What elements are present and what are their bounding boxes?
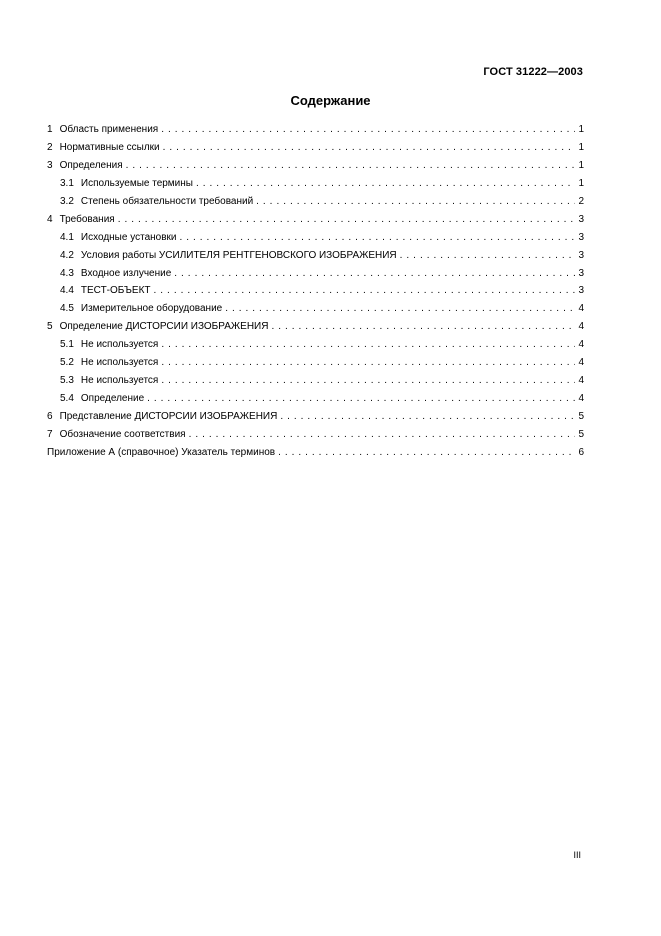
toc-entry[interactable] bbox=[47, 265, 584, 283]
toc-entry-page: 1 bbox=[578, 124, 584, 135]
toc-leader-dots bbox=[225, 300, 575, 318]
toc-entry-text: Нормативные ссылки bbox=[59, 141, 160, 153]
toc-entry-page: 4 bbox=[578, 357, 584, 369]
toc-entry[interactable] bbox=[47, 247, 584, 265]
toc-entry-number: 3.2 bbox=[60, 195, 74, 207]
toc-entry-page: 4 bbox=[578, 393, 584, 405]
toc-leader-dots bbox=[161, 372, 575, 390]
toc-entry-page: 1 bbox=[578, 159, 584, 171]
toc-entry-text: Не используется bbox=[80, 375, 159, 387]
toc-entry[interactable] bbox=[47, 444, 584, 462]
toc-entry-page: 1 bbox=[578, 141, 584, 153]
toc-leader-dots bbox=[161, 121, 575, 139]
toc-entry[interactable] bbox=[47, 229, 584, 247]
toc-leader-dots bbox=[256, 193, 575, 211]
toc-entry-page: 3 bbox=[578, 285, 584, 297]
toc-entry-text: ТЕСТ-ОБЪЕКТ bbox=[80, 285, 151, 297]
toc-entry[interactable] bbox=[47, 139, 584, 157]
toc-entry-label bbox=[60, 354, 158, 372]
toc-leader-dots bbox=[154, 282, 575, 300]
toc-entry[interactable] bbox=[47, 282, 584, 300]
toc-entry-label bbox=[60, 247, 397, 265]
toc-entry-number: 5 bbox=[47, 321, 53, 333]
toc-leader-dots bbox=[161, 354, 575, 372]
toc-entry[interactable] bbox=[47, 318, 584, 336]
toc-entry-text: Определение ДИСТОРСИИ ИЗОБРАЖЕНИЯ bbox=[59, 321, 269, 333]
toc-entry-page: 4 bbox=[578, 339, 584, 351]
toc-entry-label bbox=[47, 121, 158, 139]
toc-entry-text: Область применения bbox=[59, 124, 159, 135]
toc-leader-dots bbox=[400, 247, 575, 265]
toc-leader-dots bbox=[280, 408, 575, 426]
toc-entry-label bbox=[60, 390, 144, 408]
toc-entry-text: Измерительное оборудование bbox=[80, 303, 223, 315]
toc-leader-dots bbox=[161, 336, 575, 354]
toc-entry-page: 2 bbox=[578, 195, 584, 207]
toc-entry-number: 4.4 bbox=[60, 285, 74, 297]
toc-entry-label bbox=[60, 175, 193, 193]
toc-entry-page: 5 bbox=[578, 411, 584, 422]
toc-entry[interactable] bbox=[47, 336, 584, 354]
table-of-contents bbox=[47, 121, 584, 462]
toc-entry-page: 3 bbox=[578, 231, 584, 243]
toc-leader-dots bbox=[278, 444, 575, 462]
toc-entry-number: 4 bbox=[47, 213, 53, 225]
toc-entry-page: 4 bbox=[578, 321, 584, 333]
toc-entry-text: Не используется bbox=[80, 339, 159, 351]
toc-entry-text: Определения bbox=[59, 159, 123, 171]
toc-entry[interactable] bbox=[47, 157, 584, 175]
toc-entry-text: Входное излучение bbox=[80, 267, 172, 279]
toc-entry[interactable] bbox=[47, 354, 584, 372]
toc-leader-dots bbox=[147, 390, 575, 408]
toc-entry-page: 3 bbox=[578, 249, 584, 261]
toc-leader-dots bbox=[163, 139, 575, 157]
toc-entry-label bbox=[60, 282, 151, 300]
toc-entry-text: Обозначение соответствия bbox=[59, 428, 186, 440]
toc-entry[interactable] bbox=[47, 175, 584, 193]
toc-entry-label bbox=[47, 211, 115, 229]
toc-entry[interactable] bbox=[47, 193, 584, 211]
toc-entry-number: 3.1 bbox=[60, 177, 74, 189]
toc-entry-page: 6 bbox=[578, 446, 584, 458]
toc-entry-number: 4.1 bbox=[60, 231, 74, 243]
toc-entry-number: 4.5 bbox=[60, 303, 74, 315]
toc-entry[interactable] bbox=[47, 408, 584, 426]
toc-entry-page: 3 bbox=[578, 267, 584, 279]
toc-entry-page: 1 bbox=[578, 177, 584, 189]
toc-entry[interactable] bbox=[47, 372, 584, 390]
toc-entry-label bbox=[47, 139, 160, 157]
toc-entry-page: 5 bbox=[578, 428, 584, 440]
page-number: III bbox=[573, 850, 581, 860]
toc-entry-text: Исходные установки bbox=[80, 231, 177, 243]
standard-code: ГОСТ 31222—2003 bbox=[483, 66, 583, 78]
toc-entry-text: Степень обязательности требований bbox=[80, 195, 254, 207]
toc-entry-text: Используемые термины bbox=[80, 177, 193, 189]
toc-entry-text: Определение bbox=[80, 393, 145, 405]
toc-entry-label bbox=[47, 444, 275, 462]
toc-entry-label bbox=[60, 336, 158, 354]
toc-leader-dots bbox=[174, 265, 575, 283]
toc-entry-label bbox=[60, 193, 253, 211]
toc-entry-label bbox=[60, 229, 176, 247]
toc-entry-label bbox=[47, 318, 268, 336]
toc-leader-dots bbox=[271, 318, 575, 336]
toc-entry-text: Представление ДИСТОРСИИ ИЗОБРАЖЕНИЯ bbox=[59, 411, 278, 422]
toc-leader-dots bbox=[196, 175, 575, 193]
toc-leader-dots bbox=[126, 157, 575, 175]
toc-entry[interactable] bbox=[47, 426, 584, 444]
toc-leader-dots bbox=[118, 211, 575, 229]
toc-entry-label bbox=[60, 265, 171, 283]
toc-entry-page: 4 bbox=[578, 303, 584, 315]
toc-entry-page: 4 bbox=[578, 375, 584, 387]
toc-entry-label bbox=[47, 408, 277, 426]
toc-entry[interactable] bbox=[47, 390, 584, 408]
toc-leader-dots bbox=[179, 229, 575, 247]
toc-entry-text: Требования bbox=[59, 213, 115, 225]
toc-entry-label bbox=[60, 372, 158, 390]
toc-leader-dots bbox=[189, 426, 575, 444]
toc-entry-label bbox=[47, 157, 123, 175]
toc-entry[interactable] bbox=[47, 211, 584, 229]
toc-entry-page: 3 bbox=[578, 213, 584, 225]
toc-entry-number: 6 bbox=[47, 411, 53, 422]
toc-entry-label bbox=[47, 426, 186, 444]
toc-entry[interactable] bbox=[47, 300, 584, 318]
toc-entry-text: Приложение А (справочное) Указатель терминов bbox=[47, 446, 276, 458]
toc-entry-number: 5.3 bbox=[60, 375, 74, 387]
toc-entry-number: 5.1 bbox=[60, 339, 74, 351]
toc-entry-text: Условия работы УСИЛИТЕЛЯ РЕНТГЕНОВСКОГО ИЗОБРАЖЕНИЯ bbox=[80, 249, 397, 261]
toc-entry-number: 3 bbox=[47, 159, 53, 171]
toc-entry-number: 4.3 bbox=[60, 267, 74, 279]
toc-entry-number: 5.2 bbox=[60, 357, 74, 369]
toc-entry-number: 2 bbox=[47, 141, 53, 153]
toc-entry[interactable] bbox=[47, 121, 584, 139]
toc-entry-label bbox=[60, 300, 222, 318]
toc-title: Содержание bbox=[290, 93, 371, 108]
toc-entry-number: 7 bbox=[47, 428, 53, 440]
toc-entry-number: 5.4 bbox=[60, 393, 74, 405]
toc-entry-text: Не используется bbox=[80, 357, 159, 369]
toc-entry-number: 4.2 bbox=[60, 249, 74, 261]
toc-entry-number: 1 bbox=[47, 124, 53, 135]
